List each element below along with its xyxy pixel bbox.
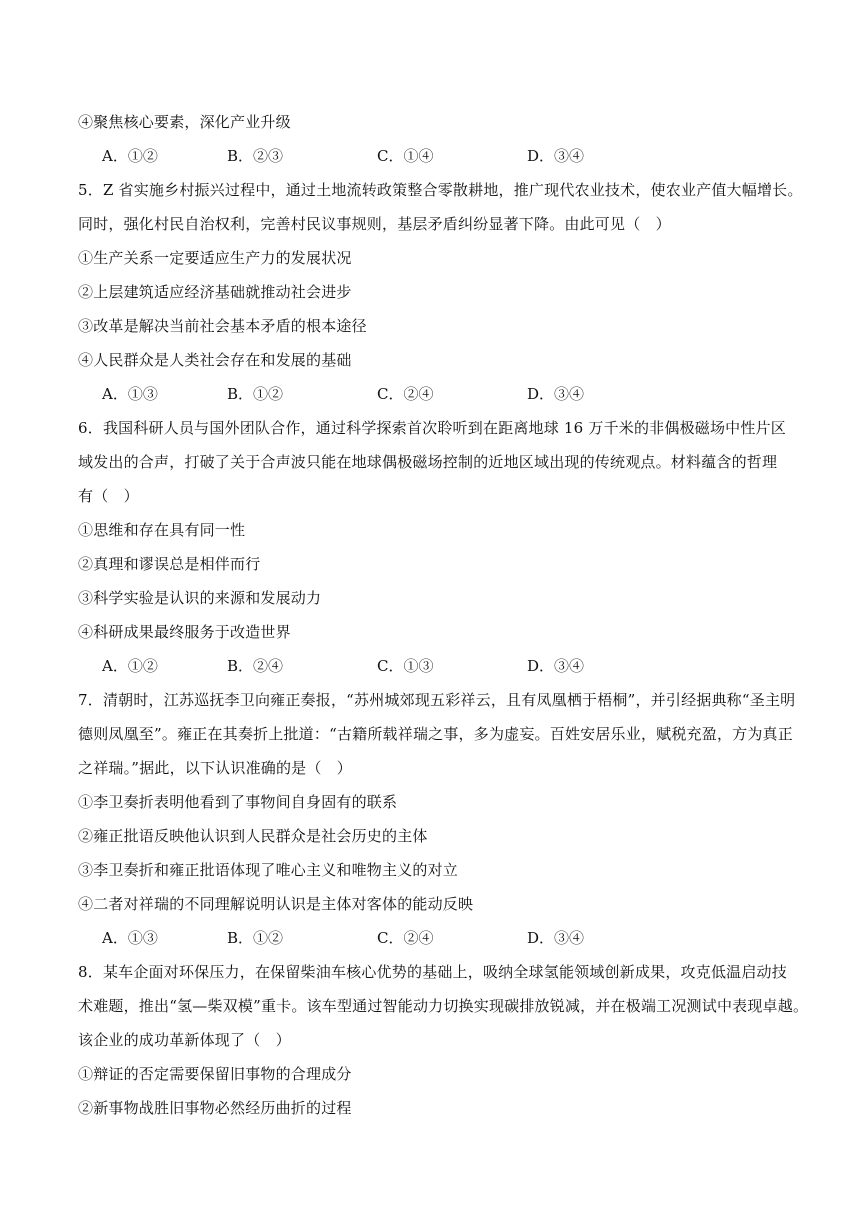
text-line: 有（ ） bbox=[78, 487, 139, 505]
text-line: ①思维和存在具有同一性 bbox=[78, 521, 246, 539]
answer-option: D．③④ bbox=[527, 657, 585, 675]
answer-option: A．①② bbox=[102, 147, 158, 165]
text-line: 之祥瑞。”据此，以下认识准确的是（ ） bbox=[78, 759, 352, 777]
answer-option: D．③④ bbox=[527, 147, 585, 165]
text-line: ①辩证的否定需要保留旧事物的合理成分 bbox=[78, 1065, 352, 1083]
text-line: ②雍正批语反映他认识到人民群众是社会历史的主体 bbox=[78, 827, 428, 845]
text-line: ④聚焦核心要素，深化产业升级 bbox=[78, 113, 291, 131]
text-line: ②新事物战胜旧事物必然经历曲折的过程 bbox=[78, 1099, 352, 1117]
text-line: 德则凤凰至”。雍正在其奏折上批道：“古籍所载祥瑞之事，多为虚妄。百姓安居乐业，赋税充盈，方为真正 bbox=[78, 725, 793, 743]
text-line: 6．我国科研人员与国外团队合作，通过科学探索首次聆听到在距离地球 16 万千米的非偶极磁场中性片区 bbox=[78, 419, 786, 437]
text-line: ①生产关系一定要适应生产力的发展状况 bbox=[78, 249, 352, 267]
answer-option: A．①③ bbox=[102, 385, 158, 403]
answer-options bbox=[102, 146, 802, 166]
answer-option: B．②③ bbox=[227, 147, 284, 165]
answer-option: C．②④ bbox=[377, 385, 434, 403]
answer-option: C．②④ bbox=[377, 929, 434, 947]
answer-option: B．①② bbox=[227, 929, 284, 947]
answer-options bbox=[102, 928, 802, 948]
answer-options bbox=[102, 656, 802, 676]
text-line: 术难题，推出“氢—柴双模”重卡。该车型通过智能动力切换实现碳排放锐减，并在极端工况测试中表现卓越。 bbox=[78, 997, 809, 1015]
text-line: 同时，强化村民自治权利，完善村民议事规则，基层矛盾纠纷显著下降。由此可见（ ） bbox=[78, 215, 671, 233]
answer-options bbox=[102, 384, 802, 404]
text-line: ②上层建筑适应经济基础就推动社会进步 bbox=[78, 283, 352, 301]
answer-option: A．①② bbox=[102, 657, 158, 675]
text-line: 域发出的合声，打破了关于合声波只能在地球偶极磁场控制的近地区域出现的传统观点。材料蕴含的哲理 bbox=[78, 453, 778, 471]
answer-option: D．③④ bbox=[527, 929, 585, 947]
text-line: ①李卫奏折表明他看到了事物间自身固有的联系 bbox=[78, 793, 398, 811]
text-line: ③李卫奏折和雍正批语体现了唯心主义和唯物主义的对立 bbox=[78, 861, 459, 879]
text-line: 7．清朝时，江苏巡抚李卫向雍正奏报，“苏州城郊现五彩祥云，且有凤凰栖于梧桐”，并引经据典称“圣主明 bbox=[78, 691, 796, 709]
answer-option: D．③④ bbox=[527, 385, 585, 403]
answer-option: B．②④ bbox=[227, 657, 284, 675]
answer-option: C．①③ bbox=[377, 657, 434, 675]
answer-option: A．①③ bbox=[102, 929, 158, 947]
text-line: ③科学实验是认识的来源和发展动力 bbox=[78, 589, 322, 607]
answer-option: C．①④ bbox=[377, 147, 434, 165]
text-line: 5．Z 省实施乡村振兴过程中，通过土地流转政策整合零散耕地，推广现代农业技术，使农业产值大幅增长。 bbox=[78, 181, 803, 199]
text-line: 8．某车企面对环保压力，在保留柴油车核心优势的基础上，吸纳全球氢能领域创新成果，攻克低温启动技 bbox=[78, 963, 787, 981]
text-line: ④科研成果最终服务于改造世界 bbox=[78, 623, 291, 641]
answer-option: B．①② bbox=[227, 385, 284, 403]
text-line: ④人民群众是人类社会存在和发展的基础 bbox=[78, 351, 352, 369]
text-line: ③改革是解决当前社会基本矛盾的根本途径 bbox=[78, 317, 367, 335]
text-line: ②真理和谬误总是相伴而行 bbox=[78, 555, 261, 573]
text-line: 该企业的成功革新体现了（ ） bbox=[78, 1031, 291, 1049]
text-line: ④二者对祥瑞的不同理解说明认识是主体对客体的能动反映 bbox=[78, 895, 474, 913]
